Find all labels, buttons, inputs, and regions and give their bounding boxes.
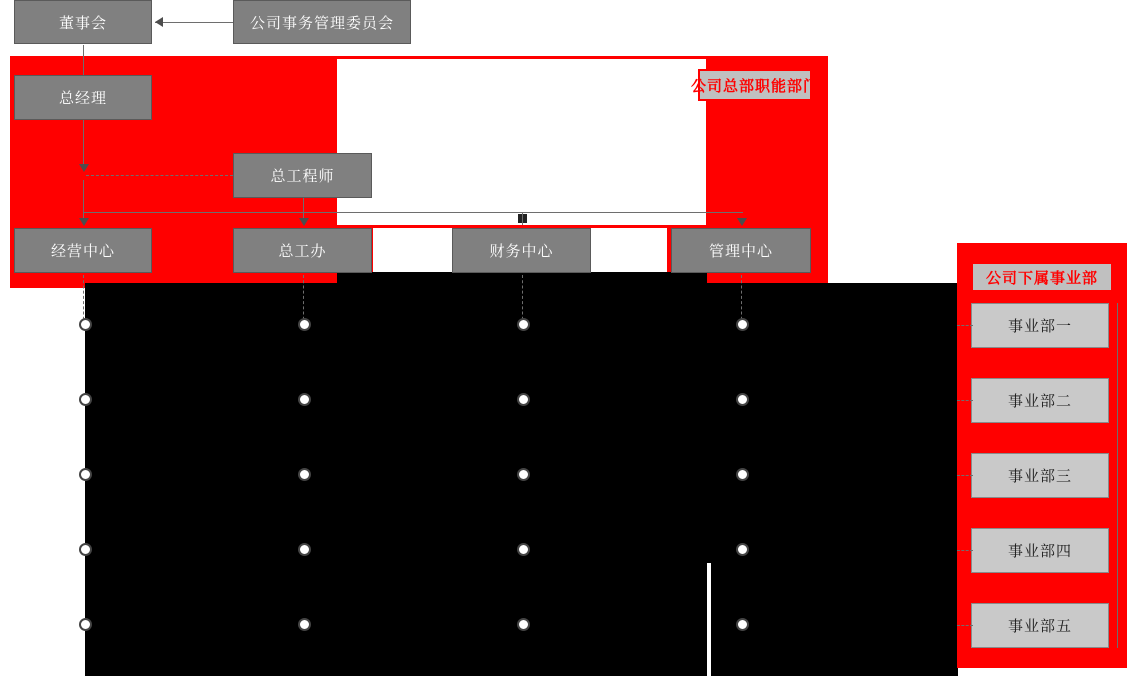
connector-gm-spine <box>83 120 84 170</box>
node-general-manager-label: 总经理 <box>58 90 107 107</box>
arrow-board-committee <box>155 17 163 27</box>
node-center-1[interactable] <box>233 228 372 273</box>
connector-center-bus <box>83 212 743 213</box>
node-business-unit-1[interactable] <box>971 378 1109 423</box>
grid-dot <box>517 393 530 406</box>
grid-dot <box>517 468 530 481</box>
grid-dot <box>517 318 530 331</box>
connector-board-gm <box>83 45 84 75</box>
connector-board-committee <box>155 22 233 23</box>
node-business-unit-3[interactable] <box>971 528 1109 573</box>
grid-dot <box>736 318 749 331</box>
connector-bus-to-finance <box>522 212 523 225</box>
grid-dot <box>79 318 92 331</box>
grid-dot <box>517 543 530 556</box>
headquarters-frame-inner-white <box>337 59 706 225</box>
business-unit-connector-3 <box>957 550 973 551</box>
business-unit-connector-2 <box>957 475 973 476</box>
arrow-gm-to-center-1 <box>79 218 89 226</box>
label-business-units-text: 公司下属事业部 <box>985 269 1098 287</box>
connector-chief-engineer-left <box>86 175 233 176</box>
node-committee[interactable] <box>233 0 411 44</box>
business-unit-connector-4 <box>957 625 973 626</box>
arrow-bus-to-management <box>737 218 747 226</box>
grid-dot <box>298 543 311 556</box>
grid-dot <box>298 393 311 406</box>
node-chief-engineer[interactable] <box>233 153 372 198</box>
node-business-unit-0-label: 事业部一 <box>1007 318 1072 335</box>
node-board[interactable] <box>14 0 152 44</box>
arrow-gm-spine <box>79 164 89 172</box>
node-chief-engineer-label: 总工程师 <box>270 168 335 185</box>
node-center-3-label: 管理中心 <box>708 243 773 260</box>
node-business-unit-3-label: 事业部四 <box>1007 543 1072 560</box>
grid-dot <box>79 393 92 406</box>
node-board-label: 董事会 <box>58 14 107 32</box>
node-center-3[interactable] <box>671 228 811 273</box>
label-headquarters-text: 公司总部职能部门 <box>691 77 820 95</box>
node-business-unit-4-label: 事业部五 <box>1007 618 1072 635</box>
grid-dot <box>79 618 92 631</box>
grid-dot <box>79 543 92 556</box>
business-unit-connector-0 <box>957 325 973 326</box>
node-center-2-label: 财务中心 <box>489 243 554 260</box>
node-committee-label: 公司事务管理委员会 <box>249 14 394 32</box>
arrow-chief-engineer-down <box>299 218 309 226</box>
business-unit-connector-1 <box>957 400 973 401</box>
grid-dot <box>298 468 311 481</box>
grid-dot <box>736 393 749 406</box>
grid-dot <box>298 618 311 631</box>
node-business-unit-4[interactable] <box>971 603 1109 648</box>
label-business-units <box>971 262 1113 292</box>
node-center-0-label: 经营中心 <box>50 243 115 260</box>
business-units-spine <box>1117 303 1118 648</box>
node-center-2[interactable] <box>452 228 591 273</box>
grid-dot <box>736 468 749 481</box>
node-center-0[interactable] <box>14 228 152 273</box>
node-general-manager[interactable] <box>14 75 152 120</box>
grid-dot <box>298 318 311 331</box>
node-business-unit-1-label: 事业部二 <box>1007 393 1072 410</box>
node-center-1-label: 总工办 <box>278 243 327 260</box>
node-business-unit-0[interactable] <box>971 303 1109 348</box>
grid-dot <box>736 618 749 631</box>
label-headquarters <box>691 69 820 101</box>
node-business-unit-2-label: 事业部三 <box>1007 468 1072 485</box>
black-region-white-notch <box>707 563 711 676</box>
grid-dot <box>79 468 92 481</box>
node-business-unit-2[interactable] <box>971 453 1109 498</box>
grid-dot <box>517 618 530 631</box>
grid-dot <box>736 543 749 556</box>
